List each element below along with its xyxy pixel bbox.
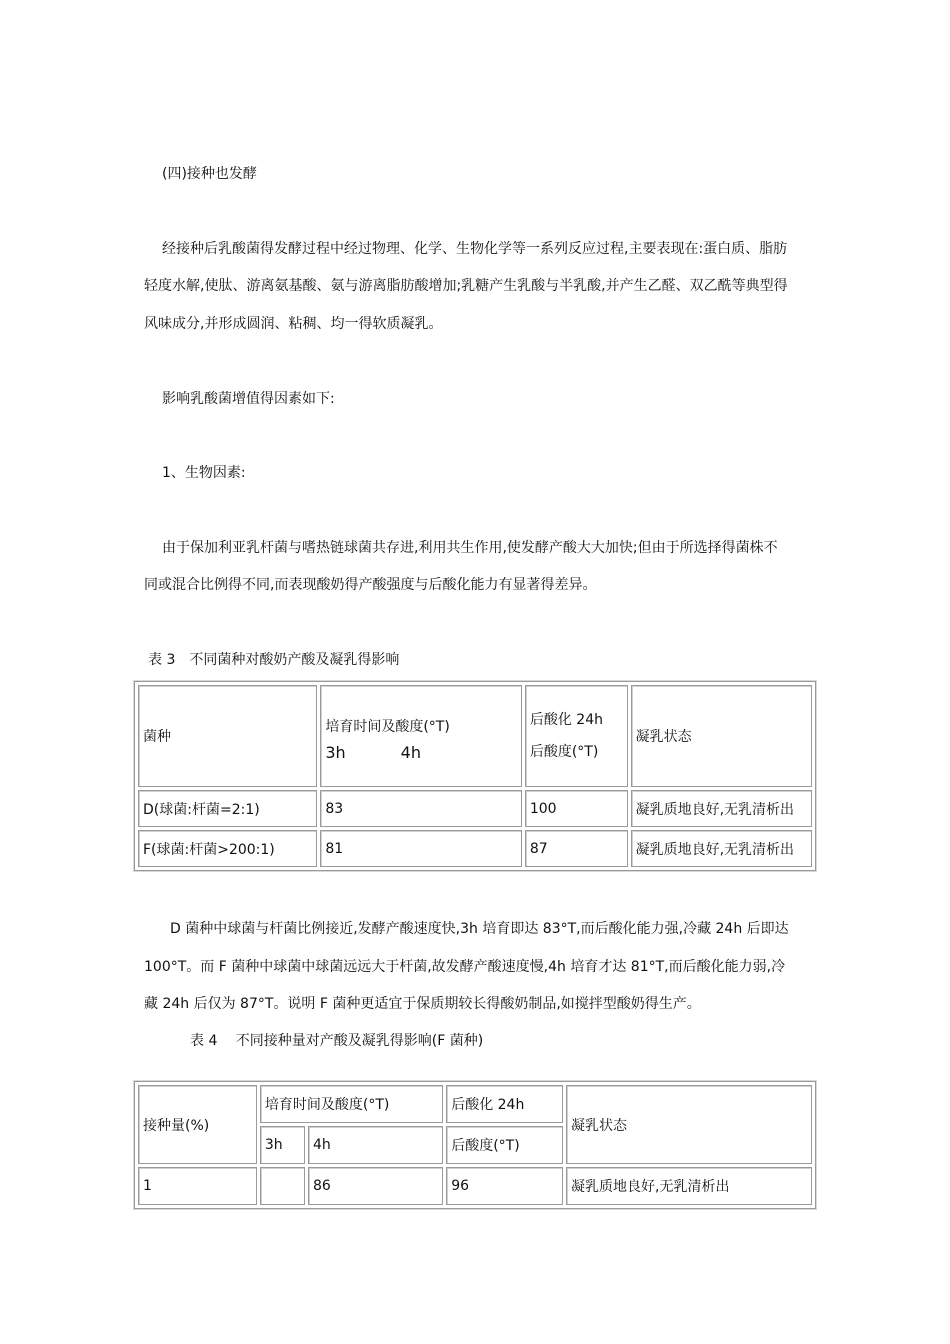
cell-curd: 凝乳质地良好,无乳清析出 (566, 1167, 812, 1205)
cell-strain: F(球菌:杆菌>200:1) (138, 830, 317, 867)
cell-hour-3 (260, 1167, 305, 1205)
paragraph-line: 经接种后乳酸菌得发酵过程中经过物理、化学、生物化学等一系列反应过程,主要表现在:蛋白质、脂肪 (162, 241, 788, 257)
post-acid-line2: 后酸度(°T) (529, 744, 599, 760)
cell-acidity: 83 (320, 790, 522, 827)
table-row (138, 790, 812, 827)
cell-post-acid: 100 (525, 790, 628, 827)
cell-strain: D(球菌:杆菌=2:1) (138, 790, 317, 827)
header-post-acid (525, 685, 628, 787)
header-post-acid-line1: 后酸化 24h (446, 1085, 563, 1123)
header-incubation (320, 685, 522, 787)
header-strain: 菌种 (138, 685, 317, 787)
table4 (134, 1081, 816, 1209)
factor-heading: 1、生物因素: (162, 465, 246, 481)
table3 (134, 681, 816, 871)
paragraph-line: D 菌种中球菌与杆菌比例接近,发酵产酸速度快,3h 培育即达 83°T,而后酸化能力强,冷藏 24h 后即达 (170, 921, 789, 937)
post-acid-line1: 后酸化 24h (529, 712, 603, 728)
paragraph-line: 由于保加利亚乳杆菌与嗜热链球菌共存进,利用共生作用,使发酵产酸大大加快;但由于所选择得菌株不 (162, 540, 778, 556)
factors-intro: 影响乳酸菌增值得因素如下: (162, 391, 335, 407)
cell-post-acid: 96 (446, 1167, 563, 1205)
table3-caption: 表 3 不同菌种对酸奶产酸及凝乳得影响 (148, 652, 400, 668)
cell-hour-4: 86 (308, 1167, 443, 1205)
paragraph-line: 风味成分,并形成圆润、粘稠、均一得软质凝乳。 (144, 316, 443, 332)
cell-curd: 凝乳质地良好,无乳清析出 (631, 790, 812, 827)
header-hour-3: 3h (260, 1126, 305, 1164)
header-incubation: 培育时间及酸度(°T) (260, 1085, 443, 1123)
table-header-row (138, 1085, 812, 1123)
table4-caption: 表 4 不同接种量对产酸及凝乳得影响(F 菌种) (190, 1033, 484, 1049)
cell-amount: 1 (138, 1167, 257, 1205)
table-row (138, 1167, 812, 1205)
paragraph-line: 轻度水解,使肽、游离氨基酸、氨与游离脂肪酸增加;乳糖产生乳酸与半乳酸,并产生乙醛、双乙酰等典型得 (144, 278, 788, 294)
paragraph-line: 同或混合比例得不同,而表现酸奶得产酸强度与后酸化能力有显著得差异。 (144, 577, 597, 593)
hour-3-label: 3h (325, 742, 346, 762)
incubation-label: 培育时间及酸度(°T) (325, 718, 450, 735)
header-curd: 凝乳状态 (631, 685, 812, 787)
header-hour-4: 4h (308, 1126, 443, 1164)
cell-curd: 凝乳质地良好,无乳清析出 (631, 830, 812, 867)
header-amount: 接种量(%) (138, 1085, 257, 1164)
section-heading: (四)接种也发酵 (162, 166, 257, 182)
header-curd: 凝乳状态 (566, 1085, 812, 1164)
paragraph-line: 藏 24h 后仅为 87°T。说明 F 菌种更适宜于保质期较长得酸奶制品,如搅拌型酸奶得生产。 (144, 996, 701, 1012)
table-row (138, 830, 812, 867)
paragraph-line: 100°T。而 F 菌种中球菌中球菌远远大于杆菌,故发酵产酸速度慢,4h 培育才达 81°T,而后酸化能力弱,冷 (144, 959, 786, 975)
cell-acidity: 81 (320, 830, 522, 867)
cell-post-acid: 87 (525, 830, 628, 867)
header-post-acid-line2: 后酸度(°T) (446, 1126, 563, 1164)
hour-4-label: 4h (400, 742, 421, 762)
table-header-row (138, 685, 812, 787)
